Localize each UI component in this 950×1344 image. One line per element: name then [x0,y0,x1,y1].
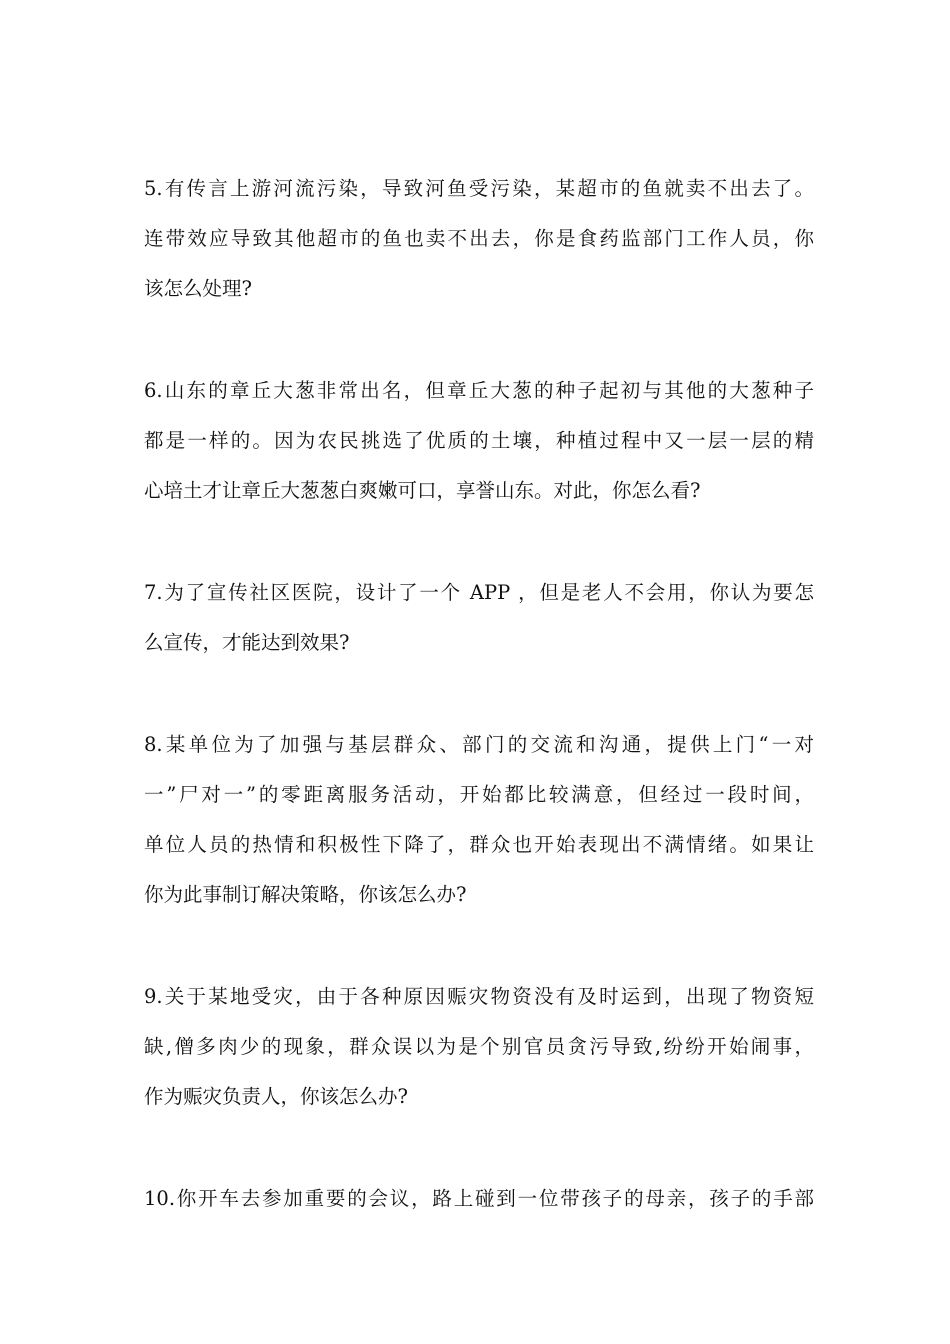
question-line: 10.你开车去参加重要的会议，路上碰到一位带孩子的母亲，孩子的手部 [144,1187,814,1210]
question-list [144,164,814,1276]
question-6 [144,366,814,516]
question-line: 单位人员的热情和积极性下降了，群众也开始表现出不满情绪。如果让 [144,833,814,856]
question-line: 么宣传，才能达到效果? [144,631,350,654]
question-line: 连带效应导致其他超市的鱼也卖不出去，你是食药监部门工作人员，你 [144,227,814,250]
question-5 [144,164,814,314]
question-9 [144,972,814,1122]
question-line: 8.某单位为了加强与基层群众、部门的交流和沟通，提供上门“一对 [144,733,814,756]
question-line: 都是一样的。因为农民挑选了优质的土壤，种植过程中又一层一层的精 [144,429,814,452]
question-line: 该怎么处理? [144,277,252,300]
question-line: 缺,僧多肉少的现象，群众误以为是个别官员贪污导致,纷纷开始闹事， [144,1035,814,1058]
question-10 [144,1174,814,1224]
question-line: 作为赈灾负责人，你该怎么办? [144,1085,408,1108]
question-line: 6.山东的章丘大葱非常出名，但章丘大葱的种子起初与其他的大葱种子 [144,379,814,402]
question-7 [144,568,814,668]
question-line: 你为此事制订解决策略，你该怎么办? [144,883,467,906]
question-line: 9.关于某地受灾，由于各种原因赈灾物资没有及时运到，出现了物资短 [144,985,814,1008]
question-8 [144,720,814,920]
question-line: 一”尸对一”的零距离服务活动，开始都比较满意，但经过一段时间， [144,783,814,806]
question-line: 7.为了宣传社区医院，设计了一个 APP ，但是老人不会用，你认为要怎 [144,581,814,604]
question-line: 5.有传言上游河流污染，导致河鱼受污染，某超市的鱼就卖不出去了。 [144,177,814,200]
question-line: 心培土才让章丘大葱葱白爽嫩可口，享誉山东。对此，你怎么看? [144,479,701,502]
